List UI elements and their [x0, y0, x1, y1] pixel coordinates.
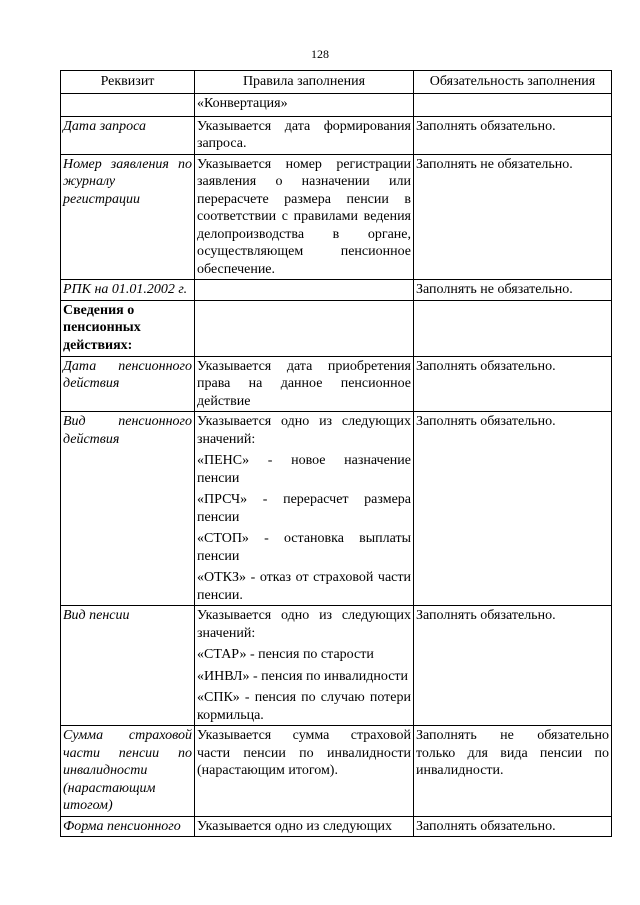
rule-text: Указывается одно из следующих	[197, 818, 393, 834]
required-cell: Заполнять обязательно.	[414, 816, 612, 837]
rule-text: «Конвертация»	[197, 95, 288, 111]
required-cell: Заполнять обязательно.	[414, 606, 612, 726]
header-required: Обязательность заполнения	[414, 71, 612, 94]
rule-text: Указывается дата формирования запроса.	[197, 118, 411, 151]
rule-cell	[195, 726, 414, 817]
required-cell	[414, 93, 612, 116]
rule-text: «СТАР» - пенсия по старости	[197, 647, 374, 662]
rule-text: Указывается одно из следующих значений:	[197, 414, 411, 447]
requisites-table	[60, 70, 612, 837]
table-row	[61, 726, 612, 817]
table-header-row	[61, 71, 612, 94]
table-row	[61, 816, 612, 837]
rule-cell	[195, 606, 414, 726]
required-cell: Заполнять не обязательно.	[414, 154, 612, 280]
field-name: РПК на 01.01.2002 г.	[61, 280, 195, 301]
table-row	[61, 116, 612, 154]
rule-cell	[195, 356, 414, 412]
rule-text: «ИНВЛ» - пенсия по инвалидности	[197, 668, 409, 684]
required-cell: Заполнять обязательно.	[414, 356, 612, 412]
rule-text: Указывается номер регистрации заявления о назначении или перерасчете размера пенсии в соответствии с правилами ведения делопроизводства в органе, осуществляющем пенсионное обеспечение.	[197, 156, 411, 277]
required-cell	[414, 300, 612, 356]
rule-text: «ПЕНС» - новое назначение пенсии	[197, 453, 411, 486]
field-name: Номер заявления по журналу регистрации	[61, 154, 195, 280]
rule-cell	[195, 93, 414, 116]
rule-text: Указывается одно из следующих значений:	[197, 608, 411, 641]
rule-text: «ПРСЧ» - перерасчет размера пенсии	[197, 492, 411, 525]
rule-text: «ОТКЗ» - отказ от страховой части пенсии.	[197, 570, 411, 603]
required-cell: Заполнять обязательно.	[414, 116, 612, 154]
table-row	[61, 606, 612, 726]
rule-cell	[195, 116, 414, 154]
rule-cell	[195, 816, 414, 837]
rule-text: Указывается дата приобретения права на данное пенсионное действие	[197, 358, 411, 409]
required-cell: Заполнять обязательно.	[414, 412, 612, 606]
section-heading: Сведения о пенсионных действиях:	[61, 300, 195, 356]
rule-cell	[195, 154, 414, 280]
rule-cell	[195, 300, 414, 356]
rule-cell	[195, 412, 414, 606]
field-name: Вид пенсионного действия	[61, 412, 195, 606]
rule-text: «СТОП» - остановка выплаты пенсии	[197, 531, 411, 564]
rule-text: «СПК» - пенсия по случаю потери кормильца.	[197, 690, 411, 723]
header-rules: Правила заполнения	[195, 71, 414, 94]
header-requisite: Реквизит	[61, 71, 195, 94]
field-name: Дата запроса	[61, 116, 195, 154]
field-name: Форма пенсионного	[61, 816, 195, 837]
table-row	[61, 280, 612, 301]
table-row	[61, 412, 612, 606]
table-row	[61, 154, 612, 280]
field-name	[61, 93, 195, 116]
page-number: 128	[311, 47, 329, 61]
required-cell: Заполнять не обязательно.	[414, 280, 612, 301]
table-row	[61, 300, 612, 356]
required-cell: Заполнять не обязательно только для вида пенсии по инвалидности.	[414, 726, 612, 817]
table-row	[61, 93, 612, 116]
field-name: Сумма страховой части пенсии по инвалидности (нарастающим итогом)	[61, 726, 195, 817]
field-name: Дата пенсионного действия	[61, 356, 195, 412]
field-name: Вид пенсии	[61, 606, 195, 726]
rule-text: Указывается сумма страховой части пенсии по инвалидности (нарастающим итогом).	[197, 728, 411, 778]
rule-cell	[195, 280, 414, 301]
table-row	[61, 356, 612, 412]
